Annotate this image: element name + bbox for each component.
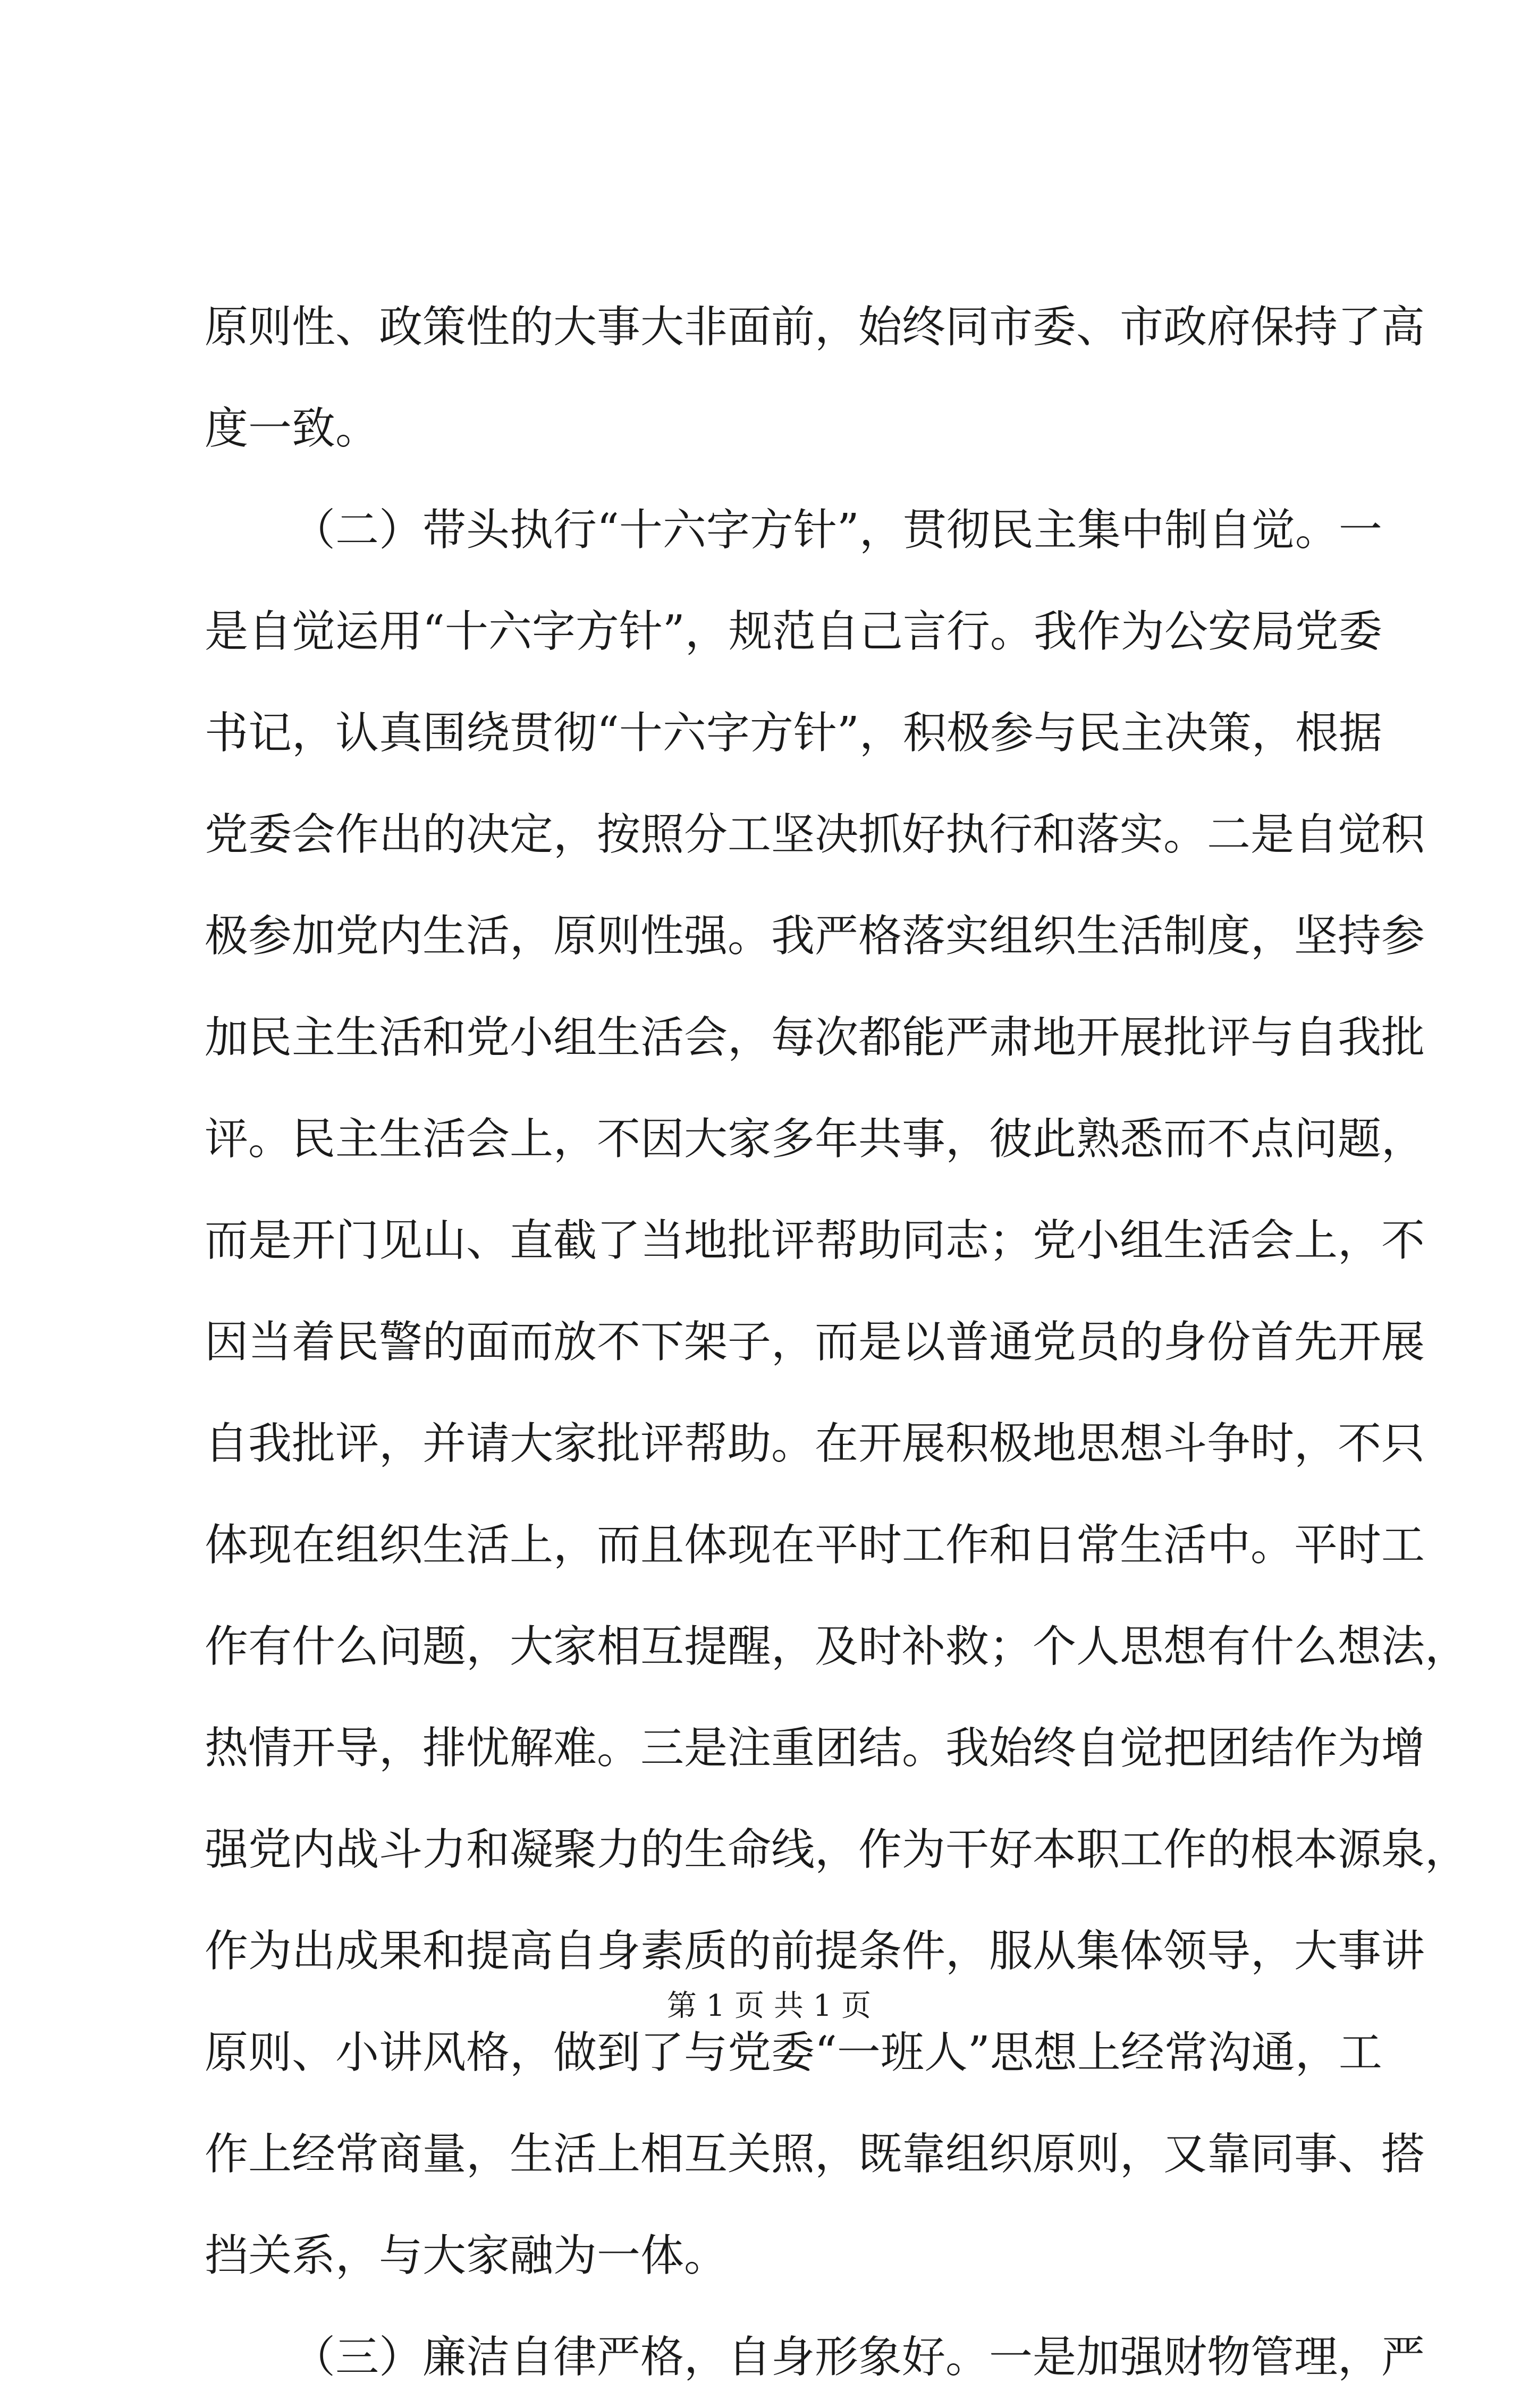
section-heading-line: （二）带头执行“十六字方针”，贯彻民主集中制自觉。一: [292, 505, 1382, 555]
text-line: 党委会作出的决定，按照分工坚决抓好执行和落实。二是自觉积: [205, 809, 1425, 860]
section-heading-line: （三）廉洁自律严格，自身形象好。一是加强财物管理，严: [292, 2332, 1425, 2382]
page-number-footer: 第 1 页 共 1 页: [666, 1989, 872, 2023]
text-line: 而是开门见山、直截了当地批评帮助同志；党小组生活会上，不: [205, 1215, 1425, 1266]
text-line: 评。民主生活会上，不因大家多年共事，彼此熟悉而不点问题，: [205, 1114, 1425, 1164]
text-line: 原则、小讲风格，做到了与党委“一班人”思想上经常沟通，工: [205, 2027, 1382, 2078]
text-line: 体现在组织生活上，而且体现在平时工作和日常生活中。平时工: [205, 1520, 1425, 1570]
text-line: 作为出成果和提高自身素质的前提条件，服从集体领导，大事讲: [205, 1926, 1425, 1976]
text-line: 度一致。: [205, 403, 379, 454]
text-line: 热情开导，排忧解难。三是注重团结。我始终自觉把团结作为增: [205, 1723, 1425, 1773]
document-body: [205, 276, 1469, 2408]
text-line: 是自觉运用“十六字方针”，规范自己言行。我作为公安局党委: [205, 606, 1382, 657]
text-line: 书记，认真围绕贯彻“十六字方针”，积极参与民主决策，根据: [205, 708, 1382, 758]
text-line: 强党内战斗力和凝聚力的生命线，作为干好本职工作的根本源泉，: [205, 1824, 1469, 1875]
text-line: 加民主生活和党小组生活会，每次都能严肃地开展批评与自我批: [205, 1012, 1425, 1063]
text-line: 极参加党内生活，原则性强。我严格落实组织生活制度，坚持参: [205, 911, 1425, 961]
text-line: 因当着民警的面而放不下架子，而是以普通党员的身份首先开展: [205, 1317, 1425, 1367]
text-line: 作上经常商量，生活上相互关照，既靠组织原则，又靠同事、搭: [205, 2129, 1425, 2179]
text-line: 原则性、政策性的大事大非面前，始终同市委、市政府保持了高: [205, 302, 1425, 352]
text-line: 自我批评，并请大家批评帮助。在开展积极地思想斗争时，不只: [205, 1418, 1425, 1469]
text-line: 作有什么问题，大家相互提醒，及时补救；个人思想有什么想法，: [205, 1621, 1469, 1672]
text-line: 挡关系，与大家融为一体。: [205, 2230, 728, 2281]
